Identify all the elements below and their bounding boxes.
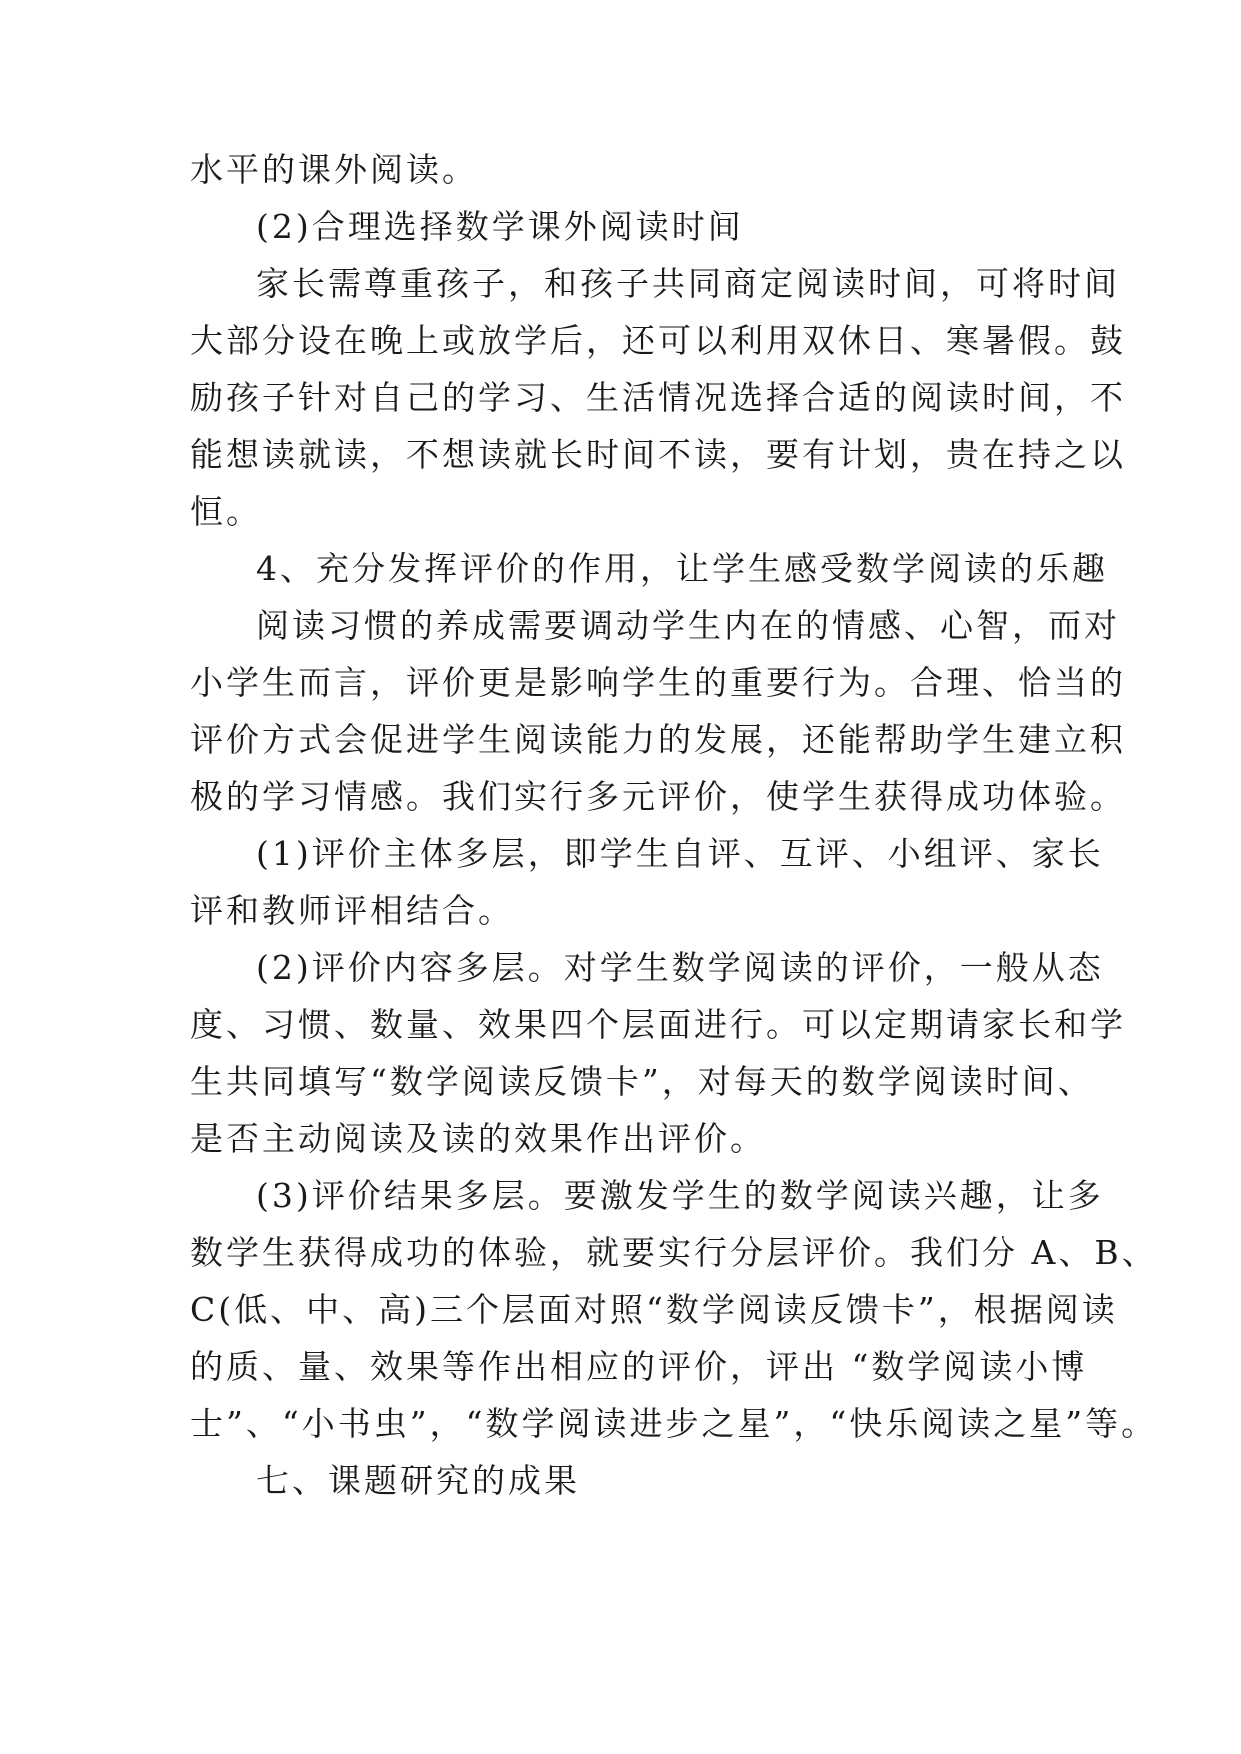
text-line: C(低、中、高)三个层面对照“数学阅读反馈卡”，根据阅读 <box>190 1290 1118 1329</box>
text-line: 生共同填写“数学阅读反馈卡”，对每天的数学阅读时间、 <box>190 1062 1094 1101</box>
text-line: (2)评价内容多层。对学生数学阅读的评价，一般从态 <box>256 948 1104 987</box>
section-heading: 七、课题研究的成果 <box>256 1461 580 1500</box>
text-line: 阅读习惯的养成需要调动学生内在的情感、心智，而对 <box>256 606 1120 645</box>
text-line: 水平的课外阅读。 <box>190 150 478 189</box>
text-line: 的质、量、效果等作出相应的评价，评出 “数学阅读小博 <box>190 1347 1088 1386</box>
text-line: 评和教师评相结合。 <box>190 891 514 930</box>
text-line: (3)评价结果多层。要激发学生的数学阅读兴趣，让多 <box>256 1176 1104 1215</box>
subheading: (2)合理选择数学课外阅读时间 <box>256 207 744 246</box>
text-line: 是否主动阅读及读的效果作出评价。 <box>190 1119 766 1158</box>
text-line: (1)评价主体多层，即学生自评、互评、小组评、家长 <box>256 834 1104 873</box>
section-heading: 4、充分发挥评价的作用，让学生感受数学阅读的乐趣 <box>256 549 1108 588</box>
text-line: 数学生获得成功的体验，就要实行分层评价。我们分 A、B、 <box>190 1233 1158 1272</box>
text-line: 小学生而言，评价更是影响学生的重要行为。合理、恰当的 <box>190 663 1126 702</box>
text-line: 士”、“小书虫”，“数学阅读进步之星”，“快乐阅读之星”等。 <box>190 1404 1158 1443</box>
text-line: 励孩子针对自己的学习、生活情况选择合适的阅读时间，不 <box>190 378 1126 417</box>
text-line: 家长需尊重孩子，和孩子共同商定阅读时间，可将时间 <box>256 264 1120 303</box>
text-line: 极的学习情感。我们实行多元评价，使学生获得成功体验。 <box>190 777 1126 816</box>
text-line: 恒。 <box>190 492 262 531</box>
text-line: 能想读就读，不想读就长时间不读，要有计划，贵在持之以 <box>190 435 1126 474</box>
text-line: 度、习惯、数量、效果四个层面进行。可以定期请家长和学 <box>190 1005 1126 1044</box>
text-line: 评价方式会促进学生阅读能力的发展，还能帮助学生建立积 <box>190 720 1126 759</box>
text-line: 大部分设在晚上或放学后，还可以利用双休日、寒暑假。鼓 <box>190 321 1126 360</box>
